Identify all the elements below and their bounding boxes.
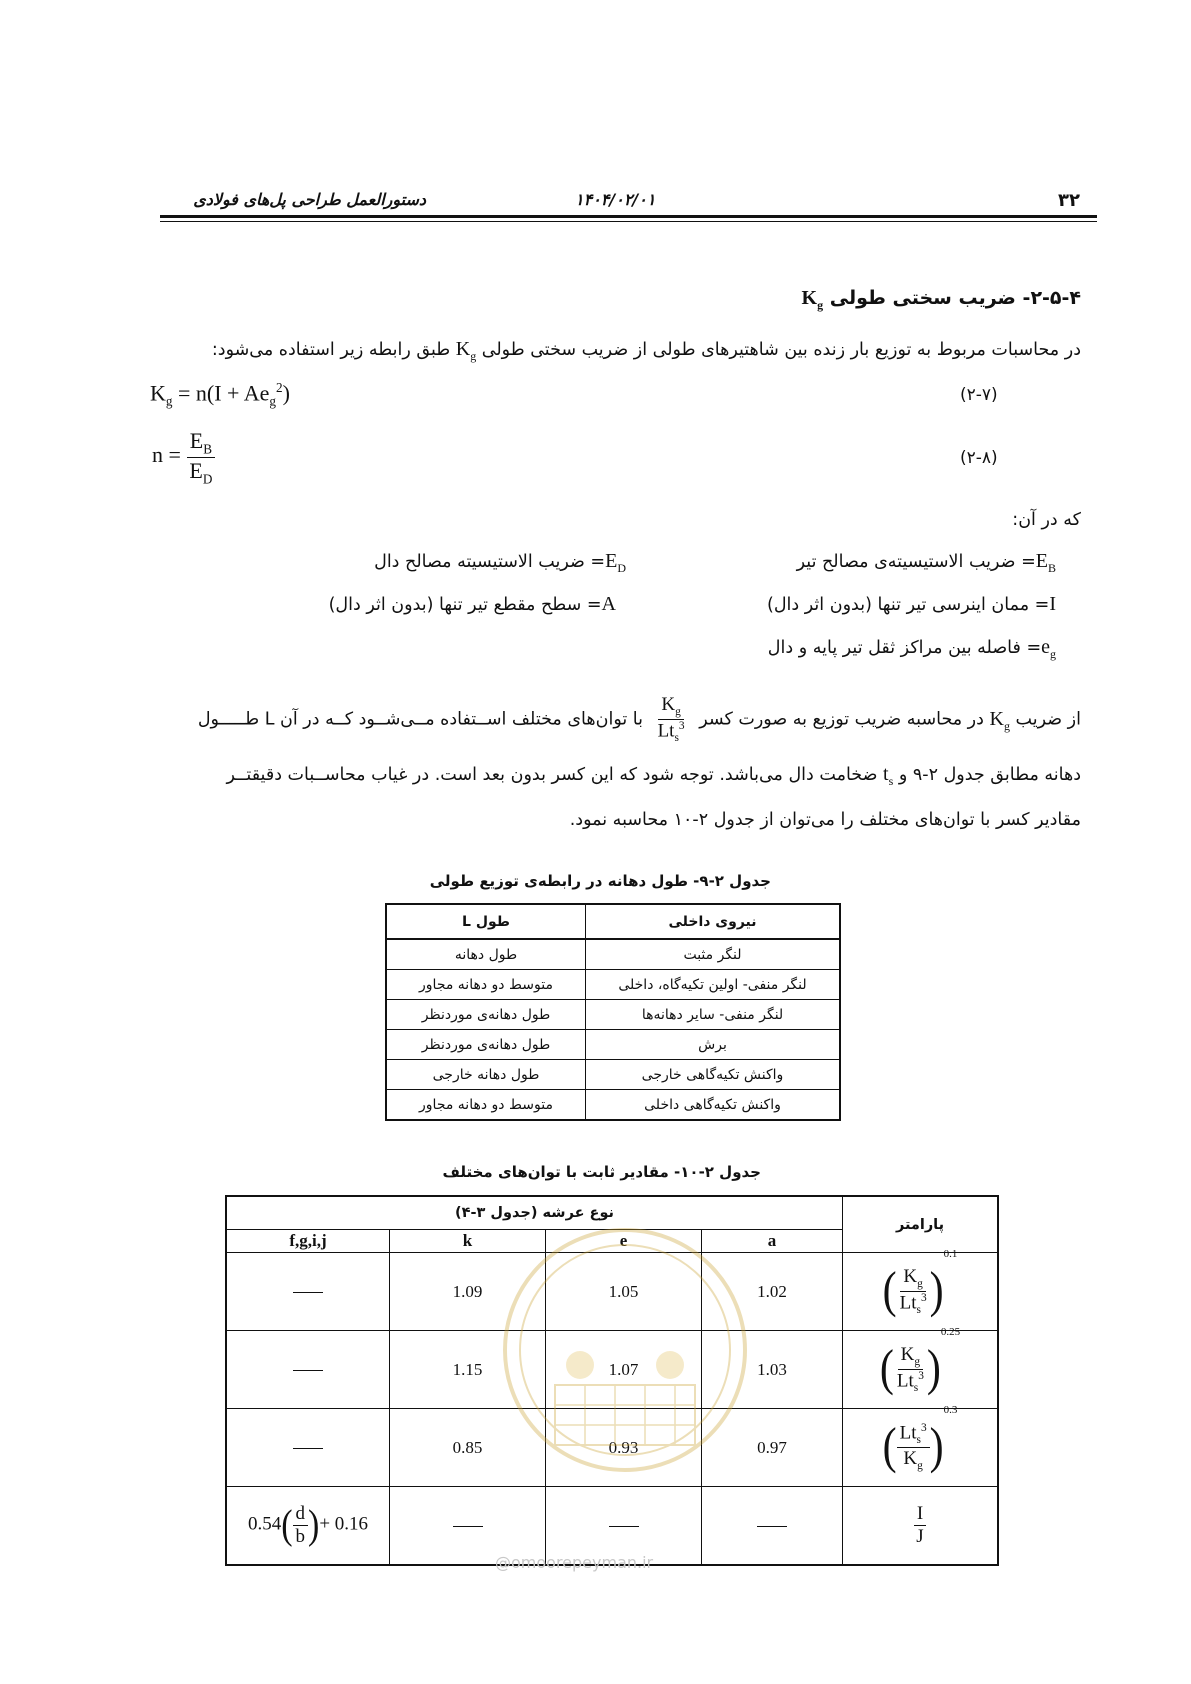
where-label: که در آن: [1012,510,1081,530]
table-row: طول دهانه خارجی واکنش تکیه‌گاهی خارجی [386,1060,840,1090]
table-row: متوسط دو دهانه مجاور واکنش تکیه‌گاهی داخلی [386,1090,840,1121]
table10-param-i-over-j: $\frac{I}{J}$ [843,1487,999,1566]
table9-header-length: طول L [386,904,586,939]
table10-cell: 0.85 [390,1409,546,1487]
definition-i: I= ممان اینرسی تیر تنها (بدون اثر دال) [767,593,1056,615]
definition-a: A= سطح مقطع تیر تنها (بدون اثر دال) [328,593,616,615]
table-row [226,1409,998,1487]
table10-formula: 0.54( $\frac{d}{b}$ )+ 0.16 [226,1487,390,1566]
table-row: طول دهانه لنگر مثبت [386,939,840,970]
header-rule-thin [160,221,1097,222]
table10-cell: 1.07 [546,1331,702,1409]
table10-cell [226,1409,390,1487]
table10-param-kg-over-lts: ( $\frac{K_g}{Lt_s^3}$ )$^{0.25}$ [843,1331,999,1409]
section-title-text: ضریب سختی طولی [829,287,1016,309]
table10-cell [226,1253,390,1331]
header-date: ۱۴۰۴/۰۲/۰۱ [575,190,656,209]
definition-ed: $E_D=$ ضریب الاستیسیته مصالح دال [374,550,626,575]
equation-number-7: (۲-۷) [960,385,998,405]
table10-col-e: e [546,1230,702,1253]
table10-param-kg-over-lts: ( $\frac{K_g}{Lt_s^3}$ )$^{0.1}$ [843,1253,999,1331]
paragraph-2-line-2: دهانه مطابق جدول ۲-۹ و $t_s$ ضخامت دال می‌باشد. توجه شود که این کسر بدون بعد است. در غیاب محاســبات دقیقتــر [226,763,1081,788]
table10-cell: 0.97 [702,1409,843,1487]
table-row [226,1253,998,1331]
table10-cell: 1.05 [546,1253,702,1331]
section-number: ۲-۵-۴- [1022,287,1081,309]
table10-col-fgij: f,g,i,j [226,1230,390,1253]
table10-group-header: نوع عرشه (جدول ۳-۴) [226,1196,843,1230]
paragraph-2-line-1: از ضریب $K_g$ در محاسبه ضریب توزیع به صورت کسر $\frac{K_g}{Lt_s^3}$ با توان‌های مختلف اســتفاده مــی‌شــود کــه در آن L طـــــول [197,694,1081,745]
intro-paragraph: در محاسبات مربوط به توزیع بار زنده بین شاهتیرهای طولی از ضریب سختی طولی $K_g$ طبق رابطه زیر استفاده می‌شود: [211,338,1081,363]
definition-eb: $E_B=$ ضریب الاستیسیته‌ی مصالح تیر [796,550,1056,575]
table10-cell [226,1331,390,1409]
table10-cell: 1.09 [390,1253,546,1331]
table-row [226,1331,998,1409]
table10-col-a: a [702,1230,843,1253]
header-book-title: دستورالعمل طراحی پل‌های فولادی [193,190,426,209]
page-number: ۳۲ [1058,190,1080,211]
table10-caption: جدول ۲-۱۰- مقادیر ثابت با توان‌های مختلف [442,1163,761,1181]
watermark-text: @omoorepeyman.ir [495,1553,654,1572]
table10-cell: 1.15 [390,1331,546,1409]
definition-eg: $e_g=$ فاصله بین مراکز ثقل تیر پایه و دال [767,636,1056,661]
table9-header-force: نیروی داخلی [586,904,841,939]
section-title [802,287,1081,313]
section-symbol: $K_g$ [801,287,824,312]
table-row: متوسط دو دهانه مجاور لنگر منفی- اولین تکیه‌گاه، داخلی [386,970,840,1000]
table10-cell: 1.02 [702,1253,843,1331]
table10-col-k: k [390,1230,546,1253]
header-rule-thick [160,215,1097,218]
table10-cell [702,1487,843,1566]
table10-cell: 0.93 [546,1409,702,1487]
table9 [385,903,841,1121]
table-row: طول دهانه‌ی موردنظر برش [386,1030,840,1060]
table-row: طول دهانه‌ی موردنظر لنگر منفی- سایر دهانه‌ها [386,1000,840,1030]
paragraph-2-line-3: مقادیر کسر با توان‌های مختلف را می‌توان از جدول ۲-۱۰ محاسبه نمود. [569,810,1081,830]
equation-kg: $K_g = n(I + Ae_g^2)$ [150,380,290,409]
table10-param-lts-over-kg: ( $\frac{Lt_s^3}{K_g}$ )$^{0.3}$ [843,1409,999,1487]
table10 [225,1195,999,1566]
table9-caption: جدول ۲-۹- طول دهانه در رابطه‌ی توزیع طولی [429,872,771,890]
equation-number-8: (۲-۸) [960,448,998,468]
table10-cell: 1.03 [702,1331,843,1409]
equation-n: n = $\frac{E_B}{E_D}$ [152,428,215,486]
table10-param-header: پارامتر [843,1196,999,1253]
